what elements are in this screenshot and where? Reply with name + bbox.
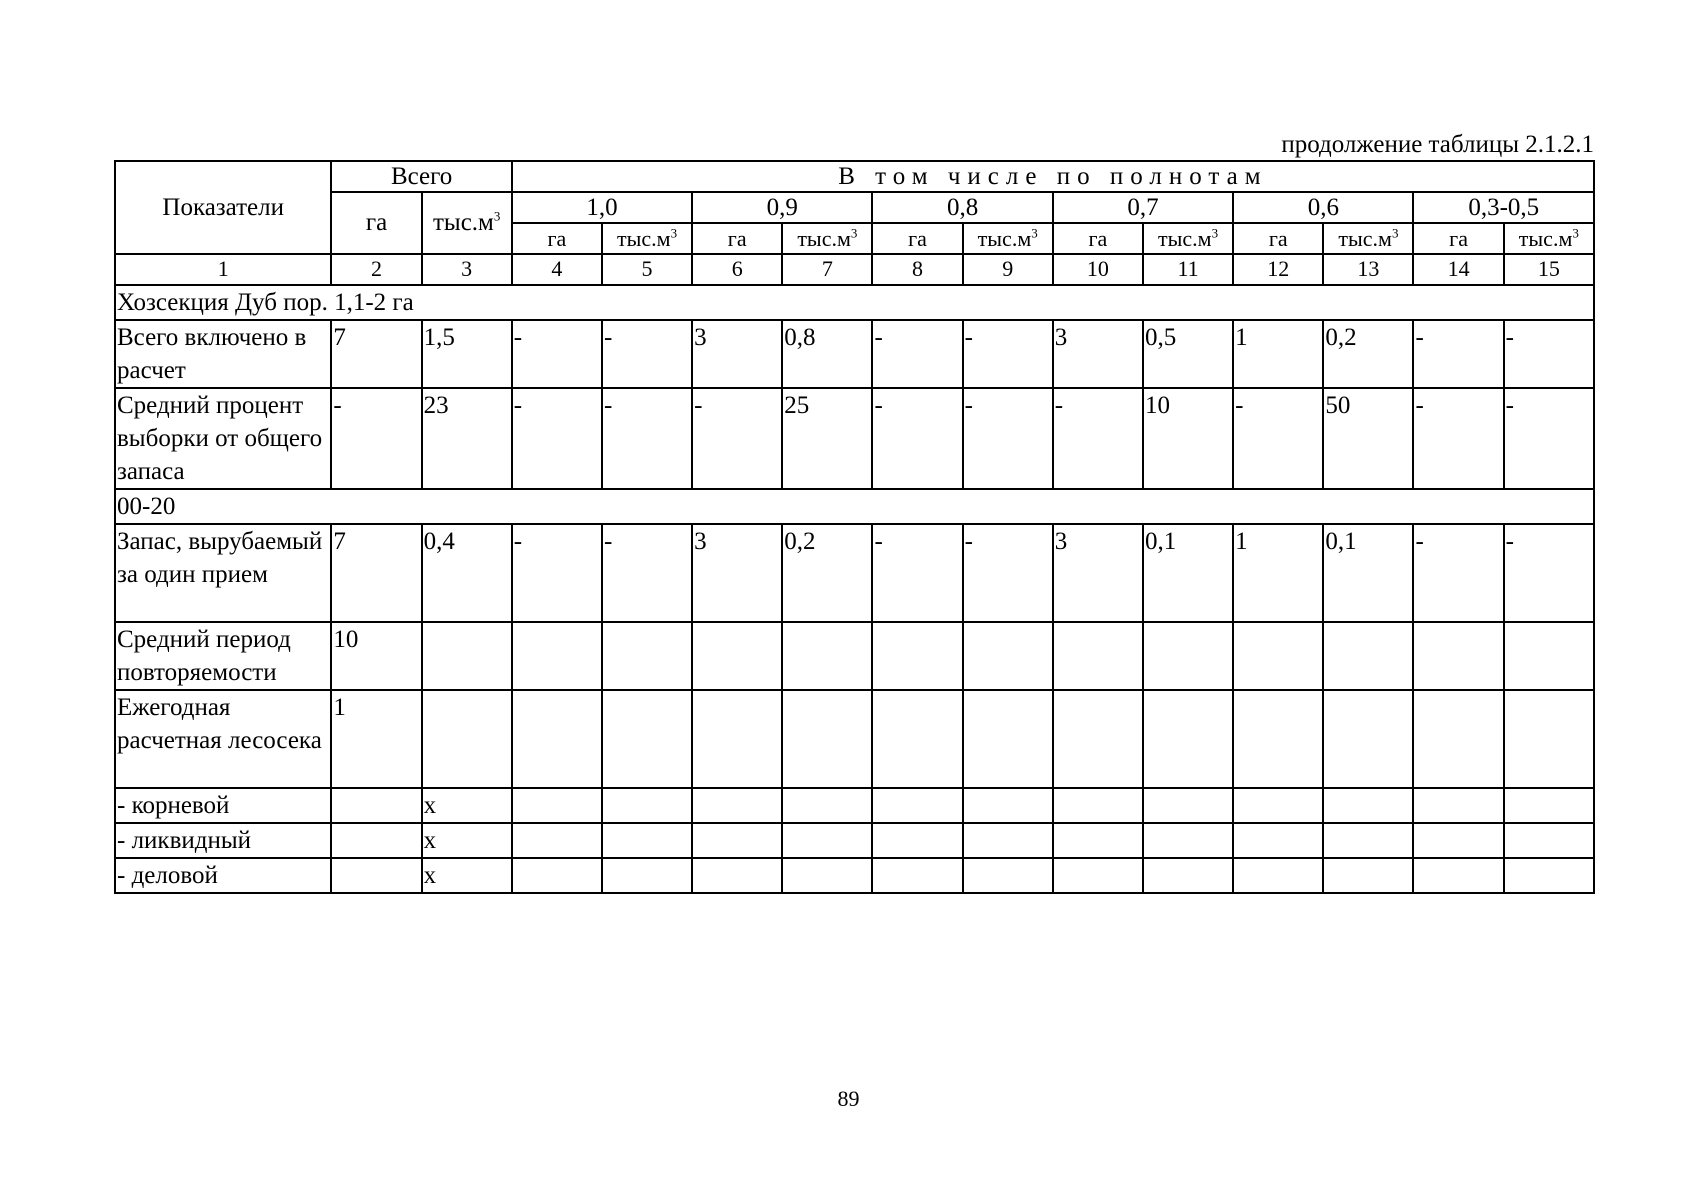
- table-cell: [872, 690, 962, 788]
- table-cell: [1413, 823, 1503, 858]
- table-cell: [1504, 858, 1594, 893]
- table-cell: [1504, 823, 1594, 858]
- section-row: [115, 489, 1594, 524]
- table-cell: [1504, 788, 1594, 823]
- table-cell: [1323, 788, 1413, 823]
- table-cell: [692, 690, 782, 788]
- row-label: Запас, вырубаемый за один прием: [115, 524, 331, 622]
- table-cell: -: [872, 388, 962, 489]
- table-cell: х: [422, 823, 512, 858]
- table-caption: продолжение таблицы 2.1.2.1: [1281, 131, 1594, 158]
- table-cell: 1: [331, 690, 421, 788]
- table-cell: [1053, 823, 1143, 858]
- table-cell: -: [963, 524, 1053, 622]
- header-density-5: 0,3-0,5: [1413, 192, 1594, 223]
- table-cell: [782, 858, 872, 893]
- table-row: [115, 524, 1594, 622]
- table-row: [115, 858, 1594, 893]
- column-number: 9: [963, 254, 1053, 285]
- table-row: [115, 388, 1594, 489]
- table-cell: [782, 823, 872, 858]
- column-number: 6: [692, 254, 782, 285]
- table-cell: [331, 788, 421, 823]
- header-unit-vol: $тыс.м^3$: [782, 223, 872, 254]
- table-cell: [602, 622, 692, 690]
- table-cell: [692, 823, 782, 858]
- header-unit-vol: $тыс.м^3$: [1143, 223, 1233, 254]
- row-label: - деловой: [115, 858, 331, 893]
- column-number: 12: [1233, 254, 1323, 285]
- table-cell: [692, 858, 782, 893]
- table-cell: [1143, 788, 1233, 823]
- table-cell: [1053, 858, 1143, 893]
- table-cell: [1323, 858, 1413, 893]
- table-cell: -: [1504, 320, 1594, 388]
- table-cell: [963, 622, 1053, 690]
- table-cell: [602, 858, 692, 893]
- column-number: 13: [1323, 254, 1413, 285]
- row-label: Всего включено в расчет: [115, 320, 331, 388]
- column-number: 7: [782, 254, 872, 285]
- header-unit-ha: га: [1053, 223, 1143, 254]
- table-cell: 7: [331, 524, 421, 622]
- table-cell: [512, 622, 602, 690]
- header-unit-vol: $тыс.м^3$: [1504, 223, 1594, 254]
- table-cell: [1053, 622, 1143, 690]
- table-cell: [1233, 858, 1323, 893]
- table-cell: [1504, 690, 1594, 788]
- table-cell: -: [331, 388, 421, 489]
- table-cell: 50: [1323, 388, 1413, 489]
- column-number: 1: [115, 254, 331, 285]
- table-cell: [331, 823, 421, 858]
- table-row: [115, 823, 1594, 858]
- column-number: 8: [872, 254, 962, 285]
- table-cell: [602, 823, 692, 858]
- table-cell: 3: [1053, 320, 1143, 388]
- table-cell: [872, 858, 962, 893]
- header-unit-ha: га: [1233, 223, 1323, 254]
- header-density-4: 0,6: [1233, 192, 1413, 223]
- column-number: 2: [331, 254, 421, 285]
- table-cell: [1413, 858, 1503, 893]
- table-cell: [872, 622, 962, 690]
- column-number: 15: [1504, 254, 1594, 285]
- table-cell: -: [1504, 388, 1594, 489]
- table-row: [115, 320, 1594, 388]
- table-cell: 0,5: [1143, 320, 1233, 388]
- table-cell: [782, 622, 872, 690]
- table-cell: -: [872, 524, 962, 622]
- table-cell: [782, 690, 872, 788]
- header-unit-ha: га: [872, 223, 962, 254]
- row-label: Средний процент выборки от общего запаса: [115, 388, 331, 489]
- table-cell: -: [963, 320, 1053, 388]
- table-cell: [1413, 690, 1503, 788]
- header-unit-vol: $тыс.м^3$: [1323, 223, 1413, 254]
- table-cell: 25: [782, 388, 872, 489]
- table-row: [115, 622, 1594, 690]
- table-cell: [1504, 622, 1594, 690]
- section-row: [115, 285, 1594, 320]
- table-cell: [512, 858, 602, 893]
- table-cell: [1233, 690, 1323, 788]
- section-title: Хозсекция Дуб пор. 1,1-2 га: [115, 285, 1594, 320]
- header-total: Всего: [331, 161, 511, 192]
- header-unit-ha: га: [1413, 223, 1503, 254]
- column-number: 3: [422, 254, 512, 285]
- table-cell: [422, 622, 512, 690]
- table-cell: [1143, 823, 1233, 858]
- row-label: Средний период повторяемости: [115, 622, 331, 690]
- table-cell: [1413, 622, 1503, 690]
- column-number: 11: [1143, 254, 1233, 285]
- allowable-cut-table: [114, 160, 1595, 894]
- table-cell: -: [692, 388, 782, 489]
- table-cell: 10: [331, 622, 421, 690]
- header-density-0: 1,0: [512, 192, 692, 223]
- table-cell: -: [1413, 388, 1503, 489]
- table-cell: [331, 858, 421, 893]
- table-cell: [1233, 788, 1323, 823]
- table-cell: [1323, 823, 1413, 858]
- table-cell: -: [1413, 524, 1503, 622]
- header-density-1: 0,9: [692, 192, 872, 223]
- table-row: [115, 788, 1594, 823]
- table-cell: [782, 788, 872, 823]
- table-cell: [602, 788, 692, 823]
- table-cell: [1143, 858, 1233, 893]
- table-cell: [1053, 788, 1143, 823]
- table-cell: -: [512, 320, 602, 388]
- table-cell: 0,2: [782, 524, 872, 622]
- table-cell: [963, 788, 1053, 823]
- table-cell: [602, 690, 692, 788]
- table-cell: 0,2: [1323, 320, 1413, 388]
- table-cell: -: [1233, 388, 1323, 489]
- table-cell: -: [602, 388, 692, 489]
- row-label: Ежегодная расчетная лесосека: [115, 690, 331, 788]
- row-label: - ликвидный: [115, 823, 331, 858]
- table-cell: -: [602, 524, 692, 622]
- row-label: - корневой: [115, 788, 331, 823]
- table-cell: [512, 690, 602, 788]
- column-number: 5: [602, 254, 692, 285]
- table-cell: 1,5: [422, 320, 512, 388]
- table-cell: 7: [331, 320, 421, 388]
- table-cell: 0,1: [1323, 524, 1413, 622]
- header-unit-ha: га: [512, 223, 602, 254]
- table-cell: 23: [422, 388, 512, 489]
- table-cell: -: [602, 320, 692, 388]
- header-density-3: 0,7: [1053, 192, 1233, 223]
- table-cell: 10: [1143, 388, 1233, 489]
- table-cell: -: [1413, 320, 1503, 388]
- table-cell: 3: [692, 320, 782, 388]
- table-cell: [1143, 690, 1233, 788]
- table-cell: [1413, 788, 1503, 823]
- header-unit-ha: га: [692, 223, 782, 254]
- table-cell: [963, 858, 1053, 893]
- table-cell: 1: [1233, 524, 1323, 622]
- table-cell: [692, 622, 782, 690]
- table-cell: -: [872, 320, 962, 388]
- table-cell: [692, 788, 782, 823]
- section-title: 00-20: [115, 489, 1594, 524]
- header-density-2: 0,8: [872, 192, 1052, 223]
- table-cell: 1: [1233, 320, 1323, 388]
- table-cell: [963, 823, 1053, 858]
- table-cell: [1323, 690, 1413, 788]
- table-cell: [872, 823, 962, 858]
- header-by-density: В том числе по полнотам: [512, 161, 1594, 192]
- table-cell: х: [422, 858, 512, 893]
- table-cell: [1233, 622, 1323, 690]
- table-cell: -: [512, 524, 602, 622]
- column-number: 4: [512, 254, 602, 285]
- table-cell: [963, 690, 1053, 788]
- table-cell: 0,8: [782, 320, 872, 388]
- header-unit-vol: $тыс.м^3$: [963, 223, 1053, 254]
- table-cell: 3: [692, 524, 782, 622]
- table-cell: [1143, 622, 1233, 690]
- table-cell: -: [1053, 388, 1143, 489]
- header-total-vol: $тыс.м^3$: [422, 192, 512, 254]
- column-number: 10: [1053, 254, 1143, 285]
- table-cell: 0,1: [1143, 524, 1233, 622]
- table-cell: 0,4: [422, 524, 512, 622]
- header-indicators: Показатели: [115, 161, 331, 254]
- table-cell: [1053, 690, 1143, 788]
- table-cell: -: [1504, 524, 1594, 622]
- table-cell: [1233, 823, 1323, 858]
- header-unit-vol: $тыс.м^3$: [602, 223, 692, 254]
- header-total-ha: га: [331, 192, 421, 254]
- table-cell: [872, 788, 962, 823]
- table-cell: 3: [1053, 524, 1143, 622]
- table-cell: [512, 823, 602, 858]
- table-cell: х: [422, 788, 512, 823]
- table-cell: [1323, 622, 1413, 690]
- column-number: 14: [1413, 254, 1503, 285]
- page-number: 89: [837, 1086, 860, 1111]
- table-cell: -: [512, 388, 602, 489]
- table-cell: [422, 690, 512, 788]
- table-row: [115, 690, 1594, 788]
- table-cell: [512, 788, 602, 823]
- table-cell: -: [963, 388, 1053, 489]
